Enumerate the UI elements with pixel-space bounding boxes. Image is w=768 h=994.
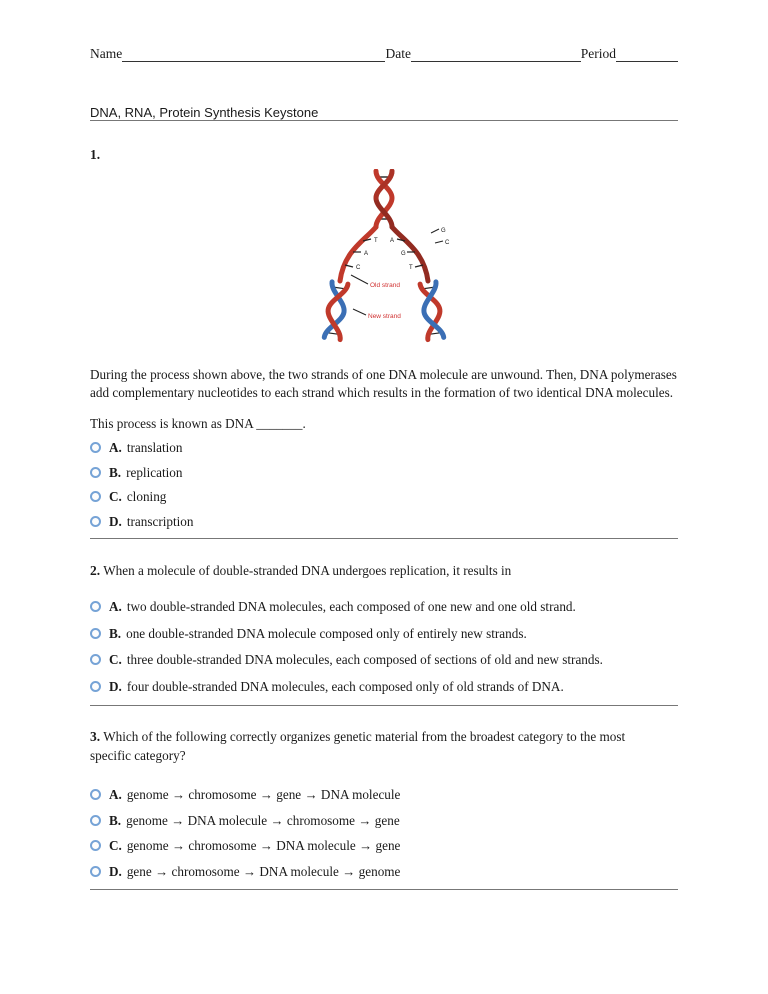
question-1-stem: This process is known as DNA _______.: [90, 416, 306, 432]
question-2: [90, 563, 678, 695]
name-label: Name: [90, 46, 123, 61]
right-daughter-helix: [420, 282, 444, 340]
question-1: [90, 147, 678, 530]
option-row: [90, 813, 678, 830]
option-row: [90, 489, 678, 506]
question-1-options: [90, 440, 678, 530]
option-letter: A.: [109, 599, 122, 615]
option-row: [90, 514, 678, 531]
base-letter: T: [374, 238, 378, 244]
base-letter: G: [441, 228, 446, 234]
radio-button[interactable]: [90, 840, 101, 851]
header-fill-in-line: [90, 46, 678, 62]
option-letter: B.: [109, 625, 122, 641]
question-3-stem: [90, 728, 650, 765]
option-row: [90, 599, 678, 616]
question-2-options: [90, 599, 678, 695]
option-letter: C.: [109, 489, 122, 505]
option-letter: C.: [109, 838, 122, 854]
date-field[interactable]: [411, 47, 581, 62]
option-row: [90, 838, 678, 855]
option-letter: D.: [109, 678, 122, 694]
question-2-number: 2.: [90, 563, 101, 579]
divider: [90, 120, 678, 121]
divider: [90, 889, 678, 890]
radio-button[interactable]: [90, 789, 101, 800]
option-text: transcription: [126, 513, 194, 529]
option-letter: A.: [109, 787, 122, 803]
question-3-stem-text: Which of the following correctly organizes genetic material from the broadest category to the most specific category?: [90, 729, 626, 764]
base-letter: A: [364, 251, 369, 257]
radio-button[interactable]: [90, 491, 101, 502]
option-text: genome → DNA molecule → chromosome → gene: [126, 812, 400, 828]
period-field[interactable]: [616, 47, 678, 62]
page-title: DNA, RNA, Protein Synthesis Keystone: [90, 105, 319, 120]
option-letter: B.: [109, 812, 122, 828]
dna-replication-diagram: [313, 169, 455, 349]
divider: [90, 538, 678, 539]
old-strand-label: Old strand: [370, 282, 400, 289]
question-1-description: During the process shown above, the two strands of one DNA molecule are unwound. Then, DNA polymerases add complementary nucleotides to each strand which results in the formation of two identical DNA molecules.: [90, 367, 677, 401]
question-1-figure: [90, 169, 678, 354]
base-letter: T: [409, 265, 413, 271]
option-text: one double-stranded DNA molecule composed only of entirely new strands.: [126, 625, 527, 641]
base-letter: A: [390, 238, 395, 244]
option-letter: A.: [109, 440, 122, 456]
option-letter: D.: [109, 513, 122, 529]
option-text: replication: [126, 464, 183, 480]
radio-button[interactable]: [90, 681, 101, 692]
option-row: [90, 440, 678, 457]
option-row: [90, 652, 678, 669]
fork-template-strands: [340, 227, 450, 281]
option-text: gene → chromosome → DNA molecule → genome: [126, 863, 401, 879]
radio-button[interactable]: [90, 628, 101, 639]
option-text: two double-stranded DNA molecules, each composed of one new and one old strand.: [126, 599, 576, 615]
base-letter: C: [356, 265, 361, 271]
new-strand-label: New strand: [368, 313, 401, 320]
period-label: Period: [580, 46, 616, 61]
option-text: cloning: [126, 489, 167, 505]
option-row: [90, 465, 678, 482]
radio-button[interactable]: [90, 516, 101, 527]
radio-button[interactable]: [90, 442, 101, 453]
question-2-stem-text: When a molecule of double-stranded DNA undergoes replication, it results in: [103, 563, 512, 579]
question-1-number: 1.: [90, 147, 101, 162]
divider: [90, 705, 678, 706]
diagram-labels: [351, 275, 401, 320]
date-label: Date: [385, 46, 411, 61]
radio-button[interactable]: [90, 654, 101, 665]
option-text: genome → chromosome → gene → DNA molecule: [126, 787, 401, 803]
parent-helix: [376, 171, 392, 227]
radio-button[interactable]: [90, 467, 101, 478]
option-row: [90, 787, 678, 804]
base-letter: G: [401, 251, 406, 257]
option-letter: C.: [109, 652, 122, 668]
option-text: genome → chromosome → DNA molecule → gene: [126, 838, 401, 854]
base-letter: C: [445, 240, 450, 246]
left-daughter-helix: [324, 282, 348, 340]
radio-button[interactable]: [90, 601, 101, 612]
option-text: three double-stranded DNA molecules, each composed of sections of old and new strands.: [126, 652, 603, 668]
question-3: [90, 728, 678, 880]
option-row: [90, 679, 678, 696]
question-2-stem: [90, 563, 678, 579]
option-row: [90, 864, 678, 881]
name-field[interactable]: [122, 47, 385, 62]
radio-button[interactable]: [90, 866, 101, 877]
option-text: translation: [126, 440, 183, 456]
question-3-number: 3.: [90, 729, 101, 745]
option-row: [90, 626, 678, 643]
radio-button[interactable]: [90, 815, 101, 826]
option-text: four double-stranded DNA molecules, each composed only of old strands of DNA.: [126, 678, 564, 694]
question-3-options: [90, 787, 678, 880]
option-letter: B.: [109, 464, 122, 480]
option-letter: D.: [109, 863, 122, 879]
